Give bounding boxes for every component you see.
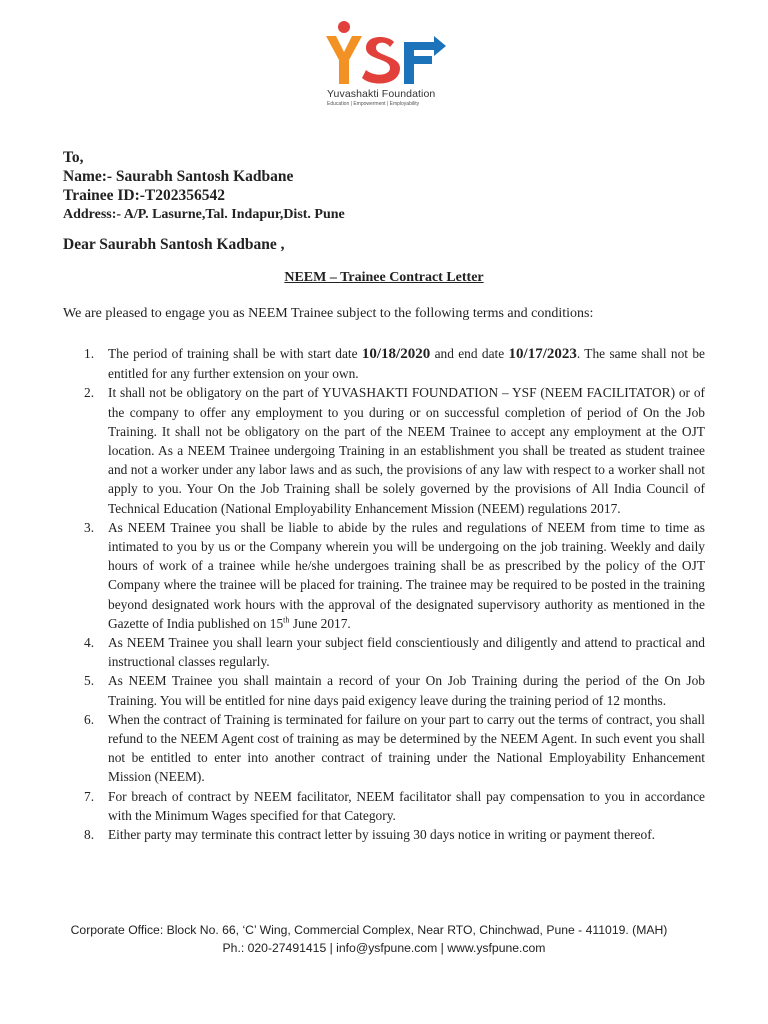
page-footer	[0, 921, 768, 957]
to-line: To,	[63, 149, 84, 166]
term-item	[63, 383, 705, 517]
term-item	[63, 633, 705, 671]
term-item	[63, 671, 705, 709]
term-text: As NEEM Trainee you shall be liable to abide by the rules and regulations of NEEM from time to time as intimated to you by us or the Company wherein you will be undergoing on the job training. Weekly and daily hours of work of a trainee while he/she undergoes training shall be as prescribed by the policy of the OJT Company where the trainee will be placed for training. The trainee may be required to be posted in the training beyond designated work hours with the approval of the designated supervisory authority as mentioned in the Gazette of India published on 15	[108, 519, 705, 631]
subject-heading	[0, 270, 768, 286]
trainee-id: Trainee ID:-T202356542	[63, 187, 226, 204]
term-number: 2.	[84, 385, 95, 401]
end-date: 10/17/2023	[508, 346, 577, 362]
term-text: . The same shall not be entitled for any further extension on your own.	[108, 346, 705, 382]
contact-line: Ph.: 020-27491415 | info@ysfpune.com | www.ysfpune.com	[222, 941, 546, 955]
logo-letter-y	[326, 36, 362, 84]
term-text: For breach of contract by NEEM facilitator, NEEM facilitator shall pay compensation to you in accordance with the Minimum Wages specified for that Category.	[108, 788, 705, 823]
ysf-logo-mark	[322, 20, 452, 90]
term-number: 6.	[84, 711, 95, 727]
ordinal-suffix: th	[283, 615, 290, 625]
recipient-block	[63, 148, 345, 224]
term-text: Either party may terminate this contract letter by issuing 30 days notice in writing or payment thereof.	[108, 827, 656, 843]
term-text: and end date	[430, 346, 509, 361]
start-date: 10/18/2020	[361, 346, 431, 362]
term-item	[63, 518, 705, 633]
recipient-address: Address:- A/P. Lasurne,Tal. Indapur,Dist. Pune	[63, 207, 345, 222]
term-item	[63, 825, 705, 844]
salutation: Dear Saurabh Santosh Kadbane ,	[63, 236, 285, 253]
term-text: The period of training shall be with start date	[108, 346, 362, 361]
recipient-name: Name:- Saurabh Santosh Kadbane	[63, 168, 294, 185]
term-number: 5.	[84, 673, 95, 689]
term-text: June 2017.	[289, 615, 351, 631]
intro-paragraph: We are pleased to engage you as NEEM Trainee subject to the following terms and conditions:	[63, 306, 594, 321]
term-text: When the contract of Training is terminated for failure on your part to carry out the terms of contract, you shall refund to the NEEM Agent cost of training as may be determined by the NEEM Agent. In such event you shall not be entitled to enter into another contract of training under the National Employability Enhancement Mission (NEEM).	[108, 711, 705, 785]
term-number: 4.	[84, 635, 95, 651]
logo-tagline: Education | Empowerment | Employability	[327, 101, 420, 107]
term-number: 8.	[84, 827, 95, 843]
terms-list	[63, 344, 705, 844]
term-text: It shall not be obligatory on the part of YUVASHAKTI FOUNDATION – YSF (NEEM FACILITATOR) or of the company to offer any employment to you during or on successful completion of period of On the Job Training. It shall not be obligatory on the part of the NEEM Trainee to accept any employment at the OJT location. As a NEEM Trainee undergoing Training in an establishment you shall be treated as student trainee and not a worker under any labor laws and as such, the provisions of any law with respect to a worker shall not apply to you. Your On the Job Training shall be solely governed by the provisions of All India Council of Technical Education (National Employability Enhancement Mission (NEEM) regulations 2017.	[108, 385, 705, 516]
corporate-office: Corporate Office: Block No. 66, ‘C’ Wing, Commercial Complex, Near RTO, Chinchwad, Pune - 411019. (MAH)	[70, 923, 668, 937]
term-item	[63, 710, 705, 787]
subject-text: NEEM – Trainee Contract Letter	[284, 270, 484, 285]
logo-letter-s	[362, 37, 400, 84]
term-number: 7.	[84, 788, 95, 804]
term-text: As NEEM Trainee you shall learn your subject field conscientiously and diligently and attend to practical and instructional classes regularly.	[108, 635, 705, 670]
logo-name: Yuvashakti Foundation	[327, 88, 436, 100]
term-number: 3.	[84, 519, 95, 535]
logo-head-dot	[338, 21, 350, 33]
term-text: As NEEM Trainee you shall maintain a record of your On Job Training during the period of the On Job Training. You will be entitled for nine days paid exigency leave during the training period of 12 months.	[108, 673, 705, 708]
term-item	[63, 344, 705, 383]
term-number: 1.	[84, 346, 95, 361]
term-item	[63, 787, 705, 825]
